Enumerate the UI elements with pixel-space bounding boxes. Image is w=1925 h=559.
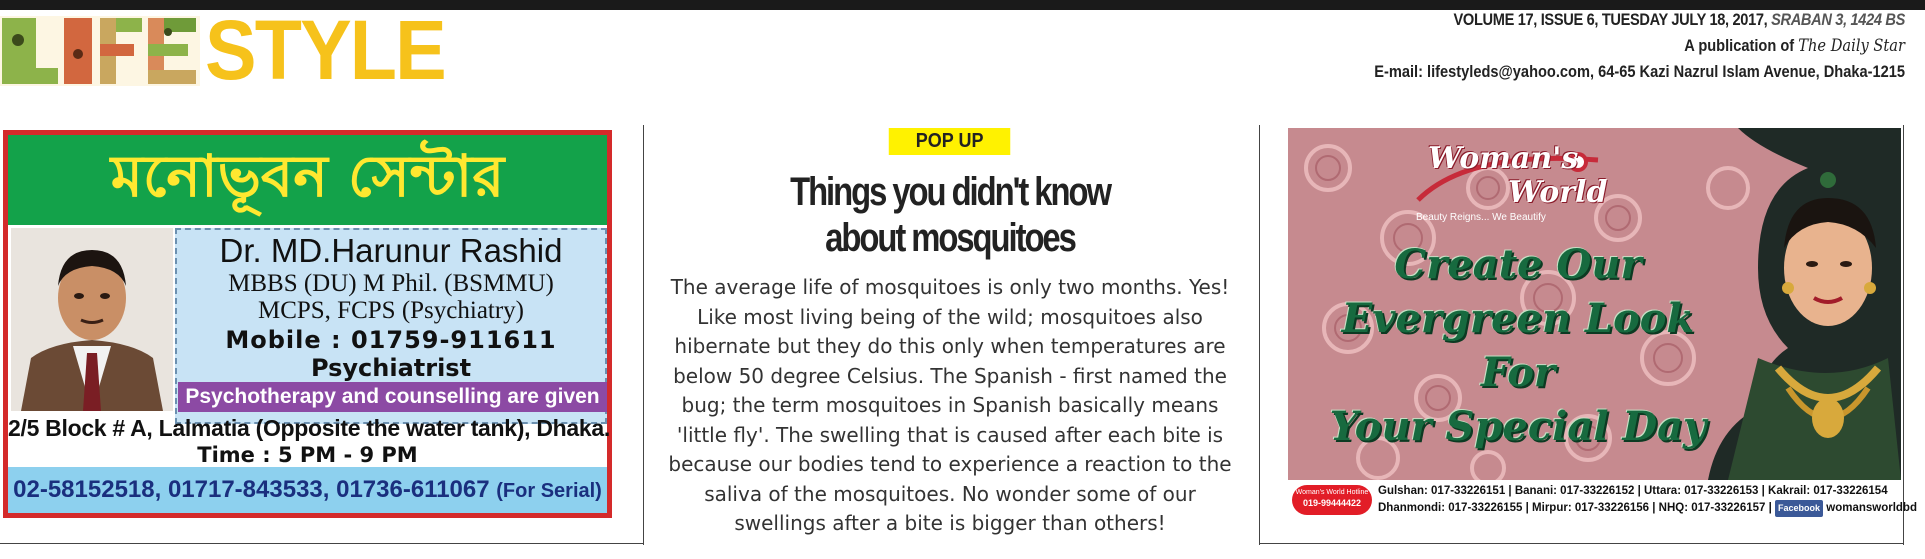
doctor-role: Psychiatrist: [310, 354, 472, 382]
issue-bs-date: SRABAN 3, 1424 BS: [1771, 10, 1905, 29]
column-divider-right: [1259, 125, 1260, 545]
slogan-line-3: For: [1481, 349, 1555, 396]
email-address-line: E-mail: lifestyleds@yahoo.com, 64-65 Kazi Nazrul Islam Avenue, Dhaka-1215: [1374, 62, 1905, 81]
serial-phones: 02-58152518, 01717-843533, 01736-611067: [13, 476, 490, 503]
publication-name: The Daily Star: [1798, 36, 1905, 56]
publication-line: [1217, 36, 1905, 56]
slogan-line-2: Evergreen Look: [1341, 295, 1695, 342]
clinic-time: Time : 5 PM - 9 PM: [197, 443, 418, 467]
branch-list: [1378, 483, 1917, 517]
slogan-line-1: Create Our: [1394, 241, 1642, 288]
doctor-qualification-2: MCPS, FCPS (Psychiatry): [257, 297, 525, 324]
bottom-rule-right: [1259, 543, 1903, 544]
ad-slogan: [1308, 238, 1728, 454]
article-body: The average life of mosquitoes is only two months. Yes! Like most living being of the wild; mosquitoes also hibernate but they do this only when temperatures are below 50 degree Celsius. The Spanish - first named the bug; the term mosquitoes in Spanish basically means 'little fly'. The swelling that is caused after each bite is because our bodies tend to experience a reaction to the saliva of the mosquitoes. No wonder some of our swellings after a bite is bigger than others!: [668, 275, 1232, 535]
serial-note: (For Serial): [496, 480, 602, 502]
doctor-qualification-1: MBBS (DU) M Phil. (BSMMU): [228, 270, 554, 297]
article-title-line-1: Things you didn't know: [790, 170, 1110, 214]
section-tag: POP UP: [889, 128, 1011, 155]
masthead-style-word: STYLE: [205, 3, 445, 97]
center-name-banner: [8, 135, 607, 225]
services-bar: Psychotherapy and counselling are given: [178, 382, 607, 412]
doctor-mobile: Mobile : 01759-911611: [225, 326, 557, 354]
branch-line-1: Gulshan: 017-33226151 | Banani: 017-33226152 | Uttara: 017-33226153 | Kakrail: 017-33226154: [1378, 485, 1888, 497]
branch-line-2: Dhanmondi: 017-33226155 | Mirpur: 017-33226156 | NHQ: 017-33226157 |: [1378, 502, 1772, 514]
facebook-handle: womansworldbd: [1826, 502, 1917, 514]
bottom-rule-left: [0, 543, 644, 544]
branch-line-2-row: [1378, 500, 1917, 517]
brand-tagline: Beauty Reigns... We Beautify: [1416, 212, 1546, 223]
center-name: মনোভূবন সেন্টার: [110, 141, 505, 210]
hotline-number: 019-99444422: [1302, 498, 1362, 508]
serial-phones-bar: [8, 467, 607, 513]
column-divider-left: [643, 125, 644, 545]
psychiatrist-ad: [3, 130, 612, 518]
doctor-name: Dr. MD.Harunur Rashid: [219, 232, 563, 269]
masthead: [0, 3, 470, 97]
slogan-line-4: Your Special Day: [1329, 403, 1707, 450]
brand-name-line-1: Woman's: [1428, 141, 1579, 176]
womans-world-ad: [1288, 128, 1917, 520]
brand-name: [1428, 142, 1607, 210]
issue-info: [1105, 10, 1905, 82]
issue-main: VOLUME 17, ISSUE 6, TUESDAY JULY 18, 2017,: [1453, 10, 1768, 29]
article: [650, 128, 1250, 559]
article-title-line-2: about mosquitoes: [825, 216, 1075, 260]
facebook-icon: Facebook: [1775, 500, 1823, 517]
article-title: [704, 169, 1196, 261]
hotline-label: Woman's World Hotline: [1295, 489, 1369, 496]
branch-footer: [1288, 480, 1917, 520]
hotline-badge: [1292, 485, 1372, 515]
life-logo-art: [0, 10, 200, 90]
brand-name-line-2: World: [1508, 175, 1608, 210]
publication-prefix: A publication of: [1684, 36, 1795, 55]
issue-line: [1217, 10, 1905, 30]
clinic-address: 2/5 Block # A, Lalmatia (Opposite the water tank), Dhaka.: [8, 415, 610, 441]
column-divider-edge: [1903, 125, 1904, 545]
doctor-photo: [11, 228, 173, 411]
